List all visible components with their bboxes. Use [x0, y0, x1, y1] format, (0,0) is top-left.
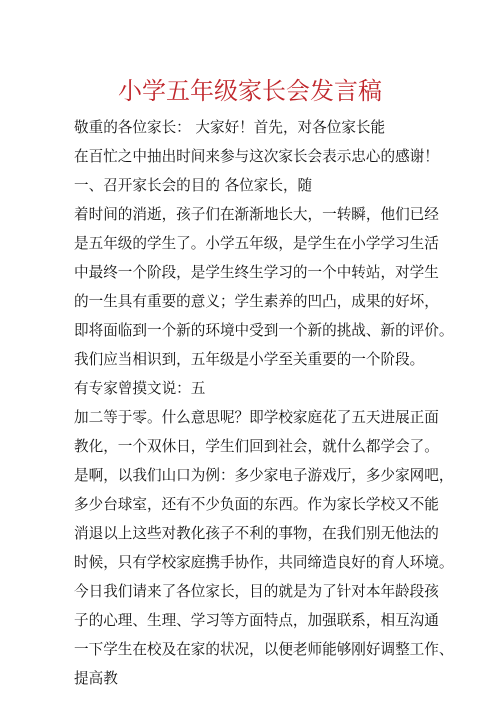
document-title: 小学五年级家长会发言稿: [118, 77, 382, 105]
body-line: 中最终一个阶段，是学生终生学习的一个中转站，对学生: [74, 264, 439, 281]
body-line: 是啊，以我们山口为例：多少家电子游戏厅，多少家网吧，: [74, 467, 454, 484]
body-line: 教化，一个双休日，学生们回到社会，就什么都学会了。: [74, 438, 439, 455]
body-line: 今日我们请来了各位家长，目的就是为了针对本年龄段孩: [74, 583, 439, 600]
body-line: 加二等于零。什么意思呢？即学校家庭花了五天进展正面: [74, 409, 439, 426]
body-line: 一下学生在校及在家的状况，以便老师能够刚好调整工作、: [74, 641, 454, 658]
body-line: 有专家曾摸文说：五: [74, 380, 206, 397]
body-line: 一、召开家长会的目的 各位家长，随: [74, 177, 313, 194]
body-line: 时候，只有学校家庭携手协作，共同缔造良好的育人环境。: [74, 554, 454, 571]
body-line: 敬重的各位家长： 大家好！首先，对各位家长能: [74, 119, 386, 136]
body-line: 的一生具有重要的意义；学生素养的凹凸，成果的好坏，: [74, 293, 439, 310]
body-line: 我们应当相识到，五年级是小学至关重要的一个阶段。: [74, 351, 425, 368]
body-line: 消退以上这些对教化孩子不利的事物，在我们别无他法的: [74, 525, 439, 542]
body-line: 子的心理、生理、学习等方面特点，加强联系，相互沟通: [74, 612, 439, 629]
body-line: 着时间的消逝，孩子们在渐渐地长大，一转瞬，他们已经: [74, 206, 439, 223]
body-line: 即将面临到一个新的环境中受到一个新的挑战、新的评价。: [74, 322, 454, 339]
body-line: 提高教: [74, 670, 118, 687]
body-line: 在百忙之中抽出时间来参与这次家长会表示忠心的感谢！: [74, 148, 439, 165]
body-line: 多少台球室，还有不少负面的东西。作为家长学校又不能: [74, 496, 439, 513]
body-line: 是五年级的学生了。小学五年级，是学生在小学学习生活: [74, 235, 439, 252]
